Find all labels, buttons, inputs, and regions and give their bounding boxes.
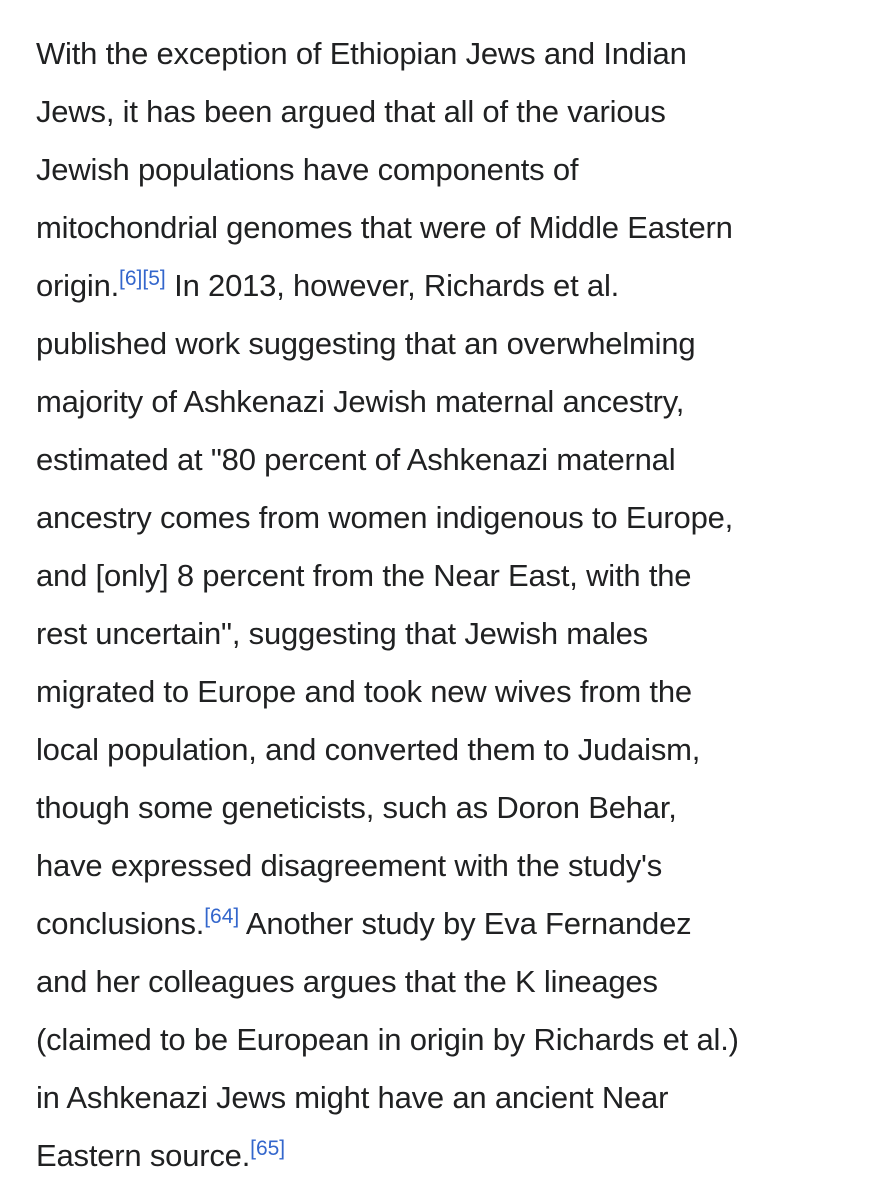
paragraph-text: and [only] 8 percent from the Near East, with the (36, 558, 692, 593)
paragraph-text: Jews, it has been argued that all of the various (36, 94, 666, 129)
paragraph-line (36, 83, 856, 141)
paragraph-text: Another study by Eva Fernandez (239, 906, 692, 941)
paragraph-text: Eastern source. (36, 1138, 251, 1173)
paragraph-line (36, 1011, 856, 1069)
paragraph-text: In 2013, however, Richards et al. (165, 268, 620, 303)
paragraph-text: rest uncertain", suggesting that Jewish males (36, 616, 648, 651)
paragraph-line (36, 895, 856, 953)
paragraph-line (36, 141, 856, 199)
paragraph-text: published work suggesting that an overwhelming (36, 326, 696, 361)
paragraph-text: local population, and converted them to Judaism, (36, 732, 701, 767)
citation-link[interactable]: [6] (119, 267, 143, 290)
paragraph-text: Jewish populations have components of (36, 152, 579, 187)
paragraph-text: conclusions. (36, 906, 205, 941)
paragraph-line (36, 1127, 856, 1185)
paragraph-line (36, 1069, 856, 1127)
paragraph-text: (claimed to be European in origin by Richards et al.) (36, 1022, 739, 1057)
paragraph-line (36, 605, 856, 663)
paragraph-line (36, 489, 856, 547)
paragraph-line (36, 721, 856, 779)
paragraph-line (36, 953, 856, 1011)
paragraph-text: With the exception of Ethiopian Jews and Indian (36, 36, 687, 71)
paragraph-line (36, 779, 856, 837)
paragraph-text: ancestry comes from women indigenous to Europe, (36, 500, 734, 535)
paragraph-line (36, 373, 856, 431)
paragraph-text: though some geneticists, such as Doron Behar, (36, 790, 677, 825)
paragraph-line (36, 199, 856, 257)
paragraph-text: in Ashkenazi Jews might have an ancient Near (36, 1080, 669, 1115)
paragraph-text: estimated at "80 percent of Ashkenazi maternal (36, 442, 676, 477)
paragraph-line (36, 837, 856, 895)
paragraph-line (36, 547, 856, 605)
citation-link[interactable]: [5] (142, 267, 166, 290)
paragraph-line (36, 663, 856, 721)
paragraph-line (36, 257, 856, 315)
citation-link[interactable]: [65] (250, 1137, 286, 1160)
paragraph-text: migrated to Europe and took new wives from the (36, 674, 692, 709)
paragraph-text: have expressed disagreement with the study's (36, 848, 663, 883)
paragraph-line (36, 315, 856, 373)
paragraph-text: mitochondrial genomes that were of Middle Eastern (36, 210, 733, 245)
paragraph-line (36, 431, 856, 489)
paragraph-line (36, 25, 856, 83)
paragraph-text: majority of Ashkenazi Jewish maternal ancestry, (36, 384, 685, 419)
paragraph-text: origin. (36, 268, 120, 303)
paragraph-text: and her colleagues argues that the K lineages (36, 964, 658, 999)
citation-link[interactable]: [64] (204, 905, 240, 928)
